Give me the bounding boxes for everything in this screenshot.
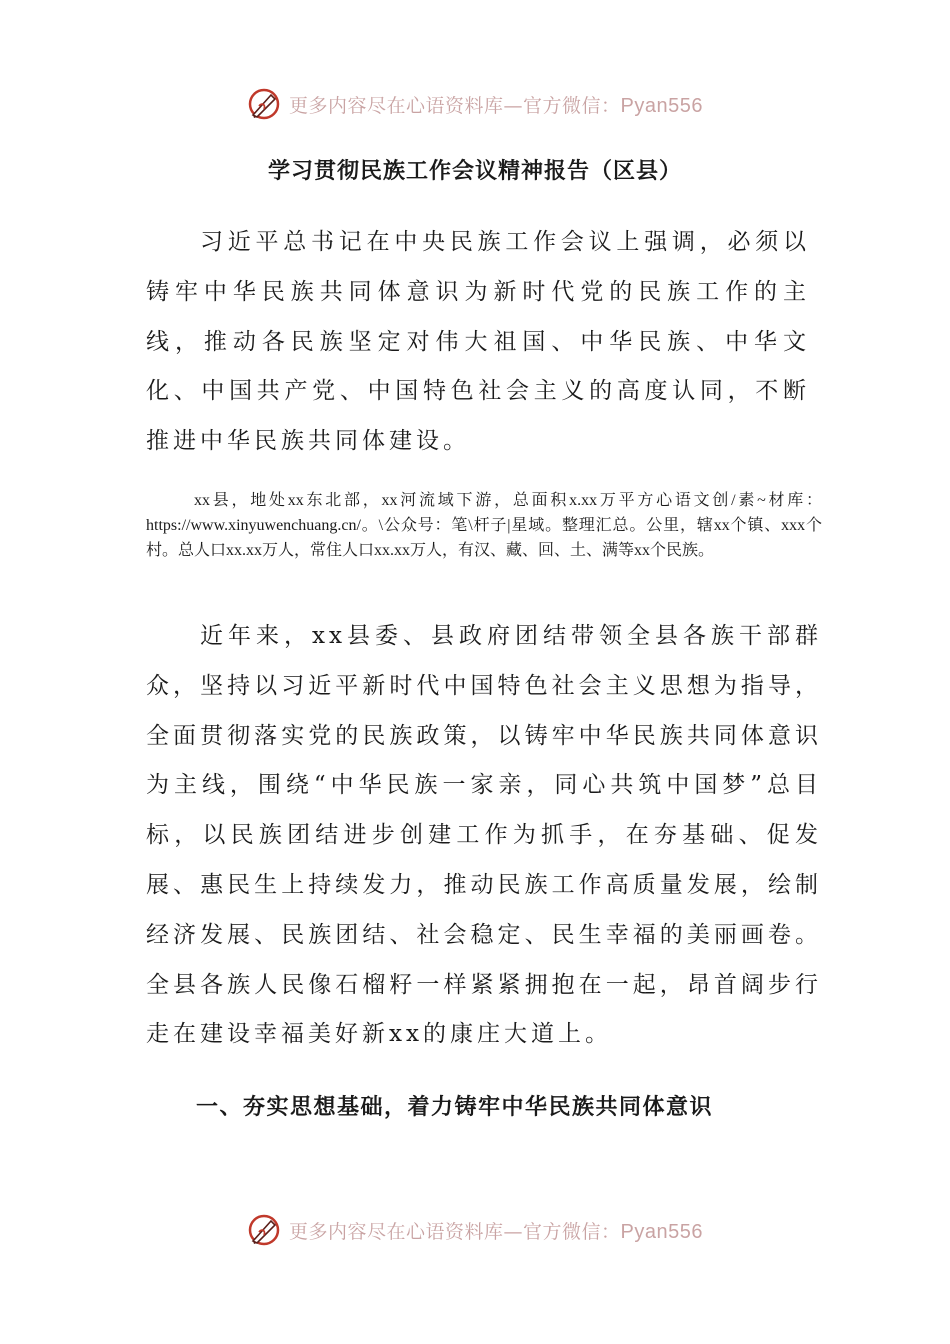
document-title: 学习贯彻民族工作会议精神报告（区县） <box>267 159 682 184</box>
header-watermark <box>0 84 950 124</box>
recent-years-paragraph: 近年来，xx县委、县政府团结带领全县各族干部群众，坚持以习近平新时代中国特色社会主义思想为指导，全面贯彻落实党的民族政策，以铸牢中华民族共同体意识为主线，围绕“中华民族一家亲，同心共筑中国梦”总目标，以民族团结进步创建工作为抓手，在夯基础、促发展、惠民生上持续发力，推动民族工作高质量发展，绘制经济发展、民族团结、社会稳定、民生幸福的美丽画卷。全县各族人民像石榴籽一样紧紧拥抱在一起，昂首阔步行走在建设幸福美好新xx的康庄大道上。 <box>146 623 822 1048</box>
header-watermark-text: 更多内容尽在心语资料库—官方微信： <box>289 94 621 117</box>
header-wechat-id: Pyan556 <box>620 94 703 117</box>
footer-wechat-id: Pyan556 <box>620 1220 703 1243</box>
section-heading: 一、夯实思想基础，着力铸牢中华民族共同体意识 <box>196 1095 714 1120</box>
county-overview-paragraph: xx县，地处xx东北部，xx河流域下游，总面积x.xx万平方心语文创/素~材库：https://www.xinyuwenchuang.cn/。\公众号：笔\杆子|星域。整理汇总。公里，辖xx个镇、xxx个村。总人口xx.xx万人，常住人口xx.xx万人，有汉、藏、回、土、满等xx个民族。 <box>146 492 822 559</box>
pen-logo-icon <box>247 87 281 121</box>
intro-paragraph: 习近平总书记在中央民族工作会议上强调，必须以铸牢中华民族共同体意识为新时代党的民族工作的主线，推动各民族坚定对伟大祖国、中华民族、中华文化、中国共产党、中国特色社会主义的高度认同，不断推进中华民族共同体建设。 <box>146 229 810 455</box>
footer-watermark-text: 更多内容尽在心语资料库—官方微信： <box>289 1220 621 1243</box>
footer-watermark <box>0 1210 950 1250</box>
pen-logo-icon <box>247 1213 281 1247</box>
